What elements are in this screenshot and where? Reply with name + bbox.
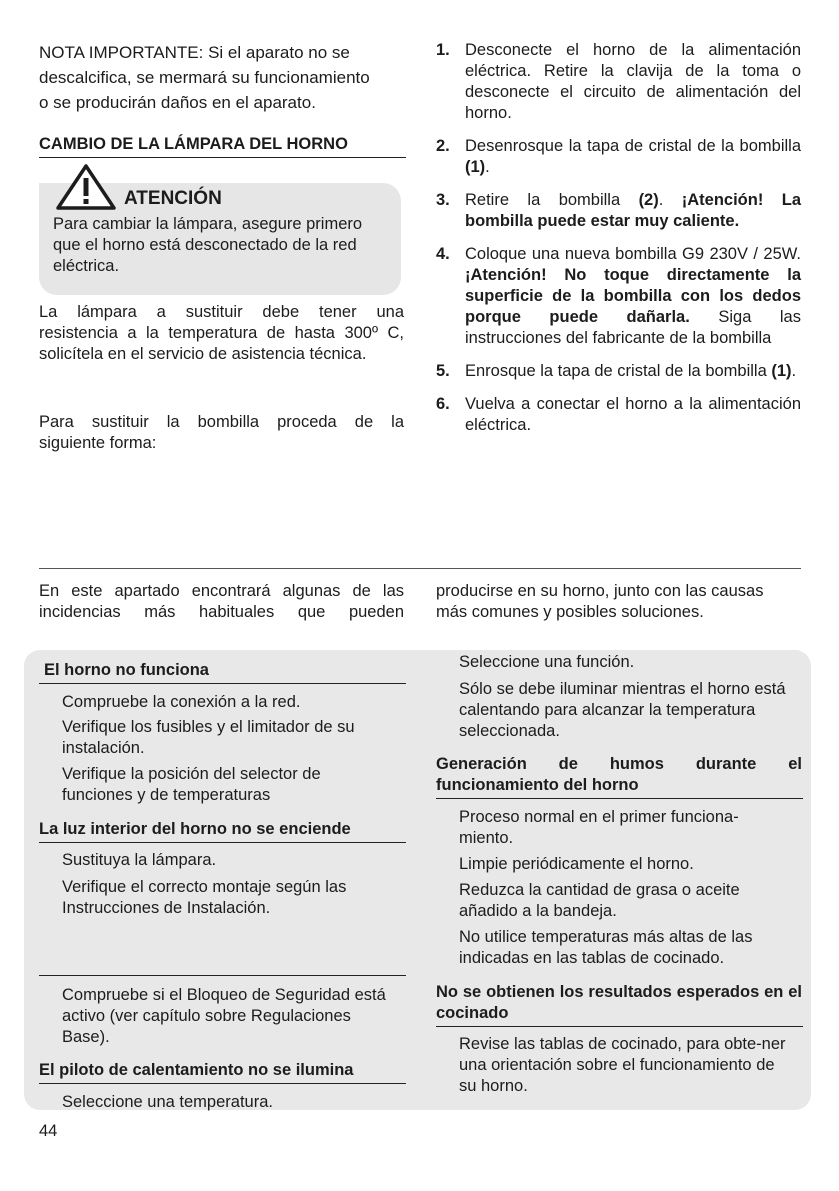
step-3 [436, 190, 801, 232]
issue-item: Verifique el correcto montaje según las Instrucciones de Instalación. [62, 878, 347, 917]
intro-line: producirse en su horno, junto con las causas [436, 582, 764, 600]
bulb-replacement-steps [436, 40, 801, 448]
paragraph-line: solicítela en el servicio de asistencia técnica. [39, 345, 367, 363]
issue-item: Compruebe si el Bloqueo de Seguridad está activo (ver capítulo sobre Regulaciones Base). [62, 986, 386, 1046]
issue-item: Sustituya la lámpara. [62, 851, 217, 869]
issue-underline [39, 975, 406, 976]
step-warning-text: ¡Atención! La bombilla puede estar muy caliente. [465, 191, 801, 230]
attention-line: que el horno está desconectado de la red [53, 236, 357, 254]
lamp-change-heading: CAMBIO DE LA LÁMPARA DEL HORNO [39, 135, 348, 153]
paragraph-line: resistencia a la temperatura de hasta 300º C, [39, 324, 404, 342]
issue-item: Reduzca la cantidad de grasa o aceite añadido a la bandeja. [459, 881, 740, 920]
attention-line: Para cambiar la lámpara, asegure primero [53, 215, 363, 233]
step-text [465, 190, 801, 232]
step-number: 4. [436, 245, 450, 263]
step-number: 2. [436, 137, 450, 155]
step-bold-ref: (1) [771, 362, 792, 380]
issue-smoke-title: Generación de humos durante el funcionamiento del horno [436, 755, 802, 794]
issue-light-not-on-title: La luz interior del horno no se enciende [39, 820, 351, 838]
issue-item: Limpie periódicamente el horno. [459, 855, 694, 873]
step-text-part: Desenrosque la tapa de cristal de la bombilla [465, 137, 801, 155]
step-text-part: Siga las instrucciones del fabricante de la bombilla [465, 308, 801, 347]
step-text-part: . [485, 158, 490, 176]
issue-oven-not-working-title: El horno no funciona [44, 661, 209, 679]
step-text: Vuelva a conectar el horno a la alimentación eléctrica. [465, 395, 801, 434]
step-text [465, 136, 801, 178]
step-text [465, 244, 801, 349]
attention-title: ATENCIÓN [124, 188, 222, 209]
step-text: Desconecte el horno de la alimentación eléctrica. Retire la clavija de la toma o desconecte el circuito de alimentación del horno. [465, 41, 801, 122]
heading-underline [39, 157, 406, 158]
step-number: 6. [436, 395, 450, 413]
intro-line: incidencias más habituales que pueden [39, 603, 404, 621]
step-number: 5. [436, 362, 450, 380]
issue-item: Verifique la posición del selector de funciones y de temperaturas [62, 765, 321, 804]
issue-item: Verifique los fusibles y el limitador de su instalación. [62, 718, 355, 757]
step-5 [436, 361, 801, 382]
issue-item: Revise las tablas de cocinado, para obte-ner una orientación sobre el funcionamiento de su horno. [459, 1035, 786, 1095]
issue-item: Sólo se debe iluminar mientras el horno está calentando para alcanzar la temperatura seleccionada. [459, 680, 786, 740]
important-note [39, 40, 407, 115]
attention-text [53, 214, 393, 277]
step-text [465, 361, 801, 382]
issue-item: Compruebe la conexión a la red. [62, 693, 301, 711]
troubleshooting-intro-right [436, 581, 801, 623]
step-4 [436, 244, 801, 349]
paragraph-line: La lámpara a sustituir debe tener una [39, 303, 404, 321]
paragraph-line: siguiente forma: [39, 434, 157, 452]
paragraph-line: Para sustituir la bombilla proceda de la [39, 413, 404, 431]
note-line: NOTA IMPORTANTE: Si el aparato no se [39, 43, 350, 62]
warning-triangle-icon [55, 163, 117, 211]
step-bold-ref: (2) [638, 191, 659, 209]
step-warning-text: ¡Atención! No toque directamente la superficie de la bombilla con los dedos porque puede dañarla. [465, 266, 801, 326]
note-line: o se producirán daños en el aparato. [39, 93, 316, 112]
step-1 [436, 40, 801, 124]
issue-underline [436, 1026, 803, 1027]
attention-line: eléctrica. [53, 257, 120, 275]
troubleshooting-intro-left [39, 581, 404, 623]
step-2 [436, 136, 801, 178]
note-line: descalcifica, se mermará su funcionamiento [39, 68, 370, 87]
step-6 [436, 394, 801, 436]
issue-item: Proceso normal en el primer funciona-miento. [459, 808, 739, 847]
step-number: 1. [436, 41, 450, 59]
step-bold-ref: (1) [465, 158, 486, 176]
issue-heating-pilot-title: El piloto de calentamiento no se ilumina [39, 1061, 354, 1079]
issue-underline [39, 842, 406, 843]
intro-line: más comunes y posibles soluciones. [436, 603, 704, 621]
step-text-part: Enrosque la tapa de cristal de la bombilla [465, 362, 772, 380]
issue-underline [39, 683, 406, 684]
replace-bulb-paragraph [39, 412, 404, 454]
issue-underline [436, 798, 803, 799]
issue-results-title: No se obtienen los resultados esperados en el cocinado [436, 983, 802, 1022]
issue-underline [39, 1083, 406, 1084]
issue-item: Seleccione una temperatura. [62, 1093, 273, 1111]
intro-line: En este apartado encontrará algunas de las [39, 582, 404, 600]
lamp-resistance-paragraph [39, 302, 404, 365]
step-number: 3. [436, 191, 450, 209]
step-text-part: Retire la bombilla [465, 191, 639, 209]
step-text-part: Coloque una nueva bombilla G9 230V / 25W. [465, 245, 801, 263]
step-text-part: . [658, 191, 682, 209]
step-text-part: . [791, 362, 797, 380]
issue-item: Seleccione una función. [459, 653, 635, 671]
issue-item: No utilice temperaturas más altas de las indicadas en las tablas de cocinado. [459, 928, 753, 967]
page-number: 44 [39, 1122, 58, 1140]
section-separator [39, 568, 801, 569]
